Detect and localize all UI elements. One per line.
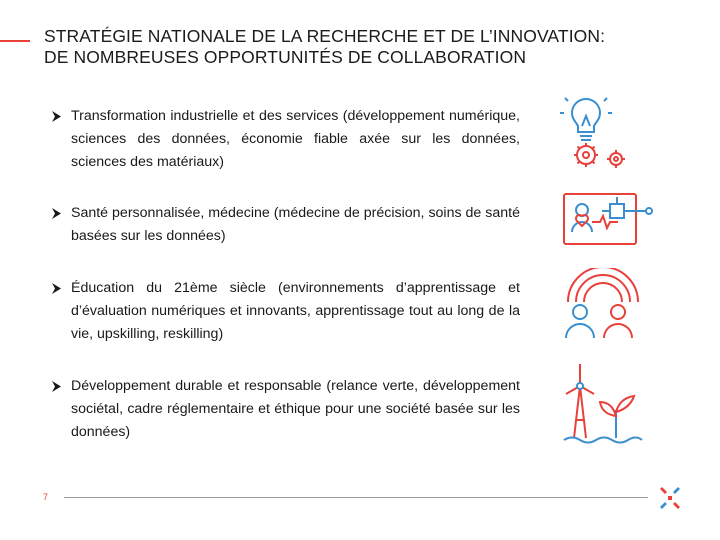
arrow-bullet-icon: [50, 202, 64, 225]
arrow-bullet-icon: [50, 277, 64, 300]
bullet-item-sustainability: [50, 375, 520, 444]
lightbulb-gears-icon: [560, 95, 632, 173]
bullet-text: Développement durable et responsable (relance verte, développement sociétal, cadre réglementaire et éthique pour une société basée sur les données): [71, 378, 520, 440]
cross-logo-icon: [652, 484, 688, 512]
bullet-text: Santé personnalisée, médecine (médecine de précision, soins de santé basées sur les données): [71, 205, 520, 244]
bullet-item-industry: [50, 105, 520, 174]
health-monitor-icon: [562, 192, 658, 248]
page-title-line-2: DE NOMBREUSES OPPORTUNITÉS DE COLLABORATION: [44, 47, 527, 67]
education-people-rainbow-icon: [560, 268, 646, 342]
bullet-text: Éducation du 21ème siècle (environnements d’apprentissage et d’évaluation numériques et innovants, apprentissage tout au long de la vie, upskilling, reskilling): [71, 280, 520, 342]
bullet-item-health: [50, 202, 520, 248]
footer-divider: [64, 497, 648, 498]
title-accent-bar: [0, 40, 30, 42]
arrow-bullet-icon: [50, 105, 64, 128]
bullet-item-education: [50, 277, 520, 346]
bullet-text: Transformation industrielle et des services (développement numérique, sciences des données, économie fiable axée sur les données, sciences des matériaux): [71, 108, 520, 170]
page-title: [44, 26, 684, 68]
wind-turbine-plant-icon: [562, 360, 644, 446]
arrow-bullet-icon: [50, 375, 64, 398]
page-number: 7: [43, 492, 49, 502]
page-title-line-1: STRATÉGIE NATIONALE DE LA RECHERCHE ET DE L’INNOVATION:: [44, 26, 606, 46]
